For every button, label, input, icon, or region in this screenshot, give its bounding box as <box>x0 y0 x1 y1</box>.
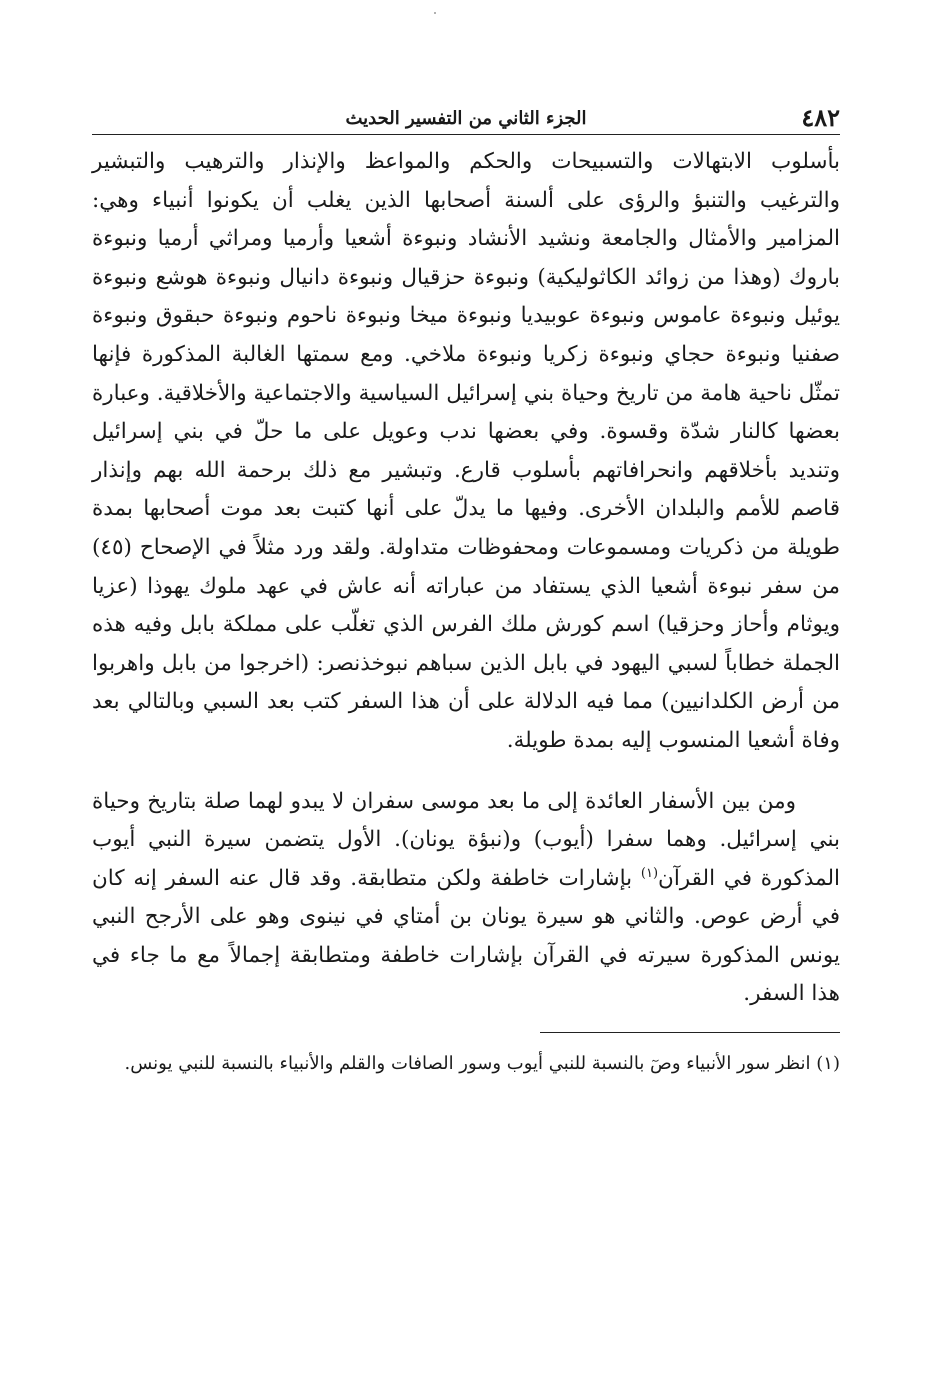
footnotes <box>92 1047 840 1081</box>
body-text <box>92 143 840 1014</box>
paragraph-2-part-2: بإشارات خاطفة ولكن متطابقة. وقد قال عنه السفر إنه كان في أرض عوص. والثاني هو سيرة يونان بن أمتاي في نينوى وهو على الأرجح النبي يونس المذكورة سيرته في القرآن بإشارات خاطفة ومتطابقة إجمالاً مع ما جاء في هذا السفر. <box>92 865 840 1007</box>
paragraph-2-part-1: ومن بين الأسفار العائدة إلى ما بعد موسى سفران لا يبدو لهما صلة بتاريخ وحياة بني إسرائيل. وهما سفرا (أيوب) و(نبؤة يونان). الأول يتضمن سيرة النبي أيوب المذكورة في القرآن <box>92 788 840 891</box>
footnote-separator <box>540 1032 840 1033</box>
page-header <box>92 95 840 135</box>
scan-speck <box>434 12 436 14</box>
paragraph-2 <box>92 783 840 1015</box>
paragraph-1: بأسلوب الابتهالات والتسبيحات والحكم والمواعظ والإنذار والترهيب والتبشير والترغيب والتنبؤ والرؤى على ألسنة أصحابها الذين يغلب أن يكونوا أنبياء وهي: المزامير والأمثال والجامعة ونشيد الأنشاد ونبوءة أشعيا وأرميا ومراثي أرميا ونبوءة باروك (وهذا من زوائد الكاثوليكية) ونبوءة حزقيال ونبوءة دانيال ونبوءة هوشع ونبوءة يوئيل ونبوءة عاموس ونبوءة عوبيديا ونبوءة ميخا ونبوءة ناحوم ونبوءة حبقوق ونبوءة صفنيا ونبوءة حجاي ونبوءة زكريا ونبوءة ملاخي. ومع سمتها الغالبة المذكورة فإنها تمثّل ناحية هامة من تاريخ وحياة بني إسرائيل السياسية والاجتماعية والأخلاقية. وعبارة بعضها كالنار شدّة وقسوة. وفي بعضها ندب وعويل على ما حلّ في بني إسرائيل وتنديد بأخلاقهم وانحرافاتهم بأسلوب قارع. وتبشير مع ذلك برحمة الله بهم وإنذار قاصم للأمم والبلدان الأخرى. وفيها ما يدلّ على أنها كتبت بعد موت أصحابها بمدة طويلة من ذكريات ومسموعات ومحفوظات متداولة. ولقد ورد مثلاً في الإصحاح (٤٥) من سفر نبوءة أشعيا الذي يستفاد من عباراته أنه عاش في عهد ملوك يهوذا (عزيا ويوثام وأحاز وحزقيا) اسم كورش ملك الفرس الذي تغلّب على مملكة بابل وفيه هذه الجملة خطاباً لسبي اليهود في بابل الذين سباهم نبوخذنصر: (اخرجوا من بابل واهربوا من أرض الكلدانيين) مما فيه الدلالة على أن هذا السفر كتب بعد السبي وبالتالي بعد وفاة أشعيا المنسوب إليه بمدة طويلة. <box>92 149 840 753</box>
running-title: الجزء الثاني من التفسير الحديث <box>345 108 587 129</box>
footnote-1: (١) انظر سور الأنبياء وصٓ بالنسبة للنبي أيوب وسور الصافات والقلم والأنبياء بالنسبة للنبي يونس. <box>124 1053 840 1075</box>
book-page <box>92 95 840 1295</box>
page-number: ٤٨٢ <box>801 103 840 132</box>
footnote-reference: (١) <box>640 865 659 881</box>
